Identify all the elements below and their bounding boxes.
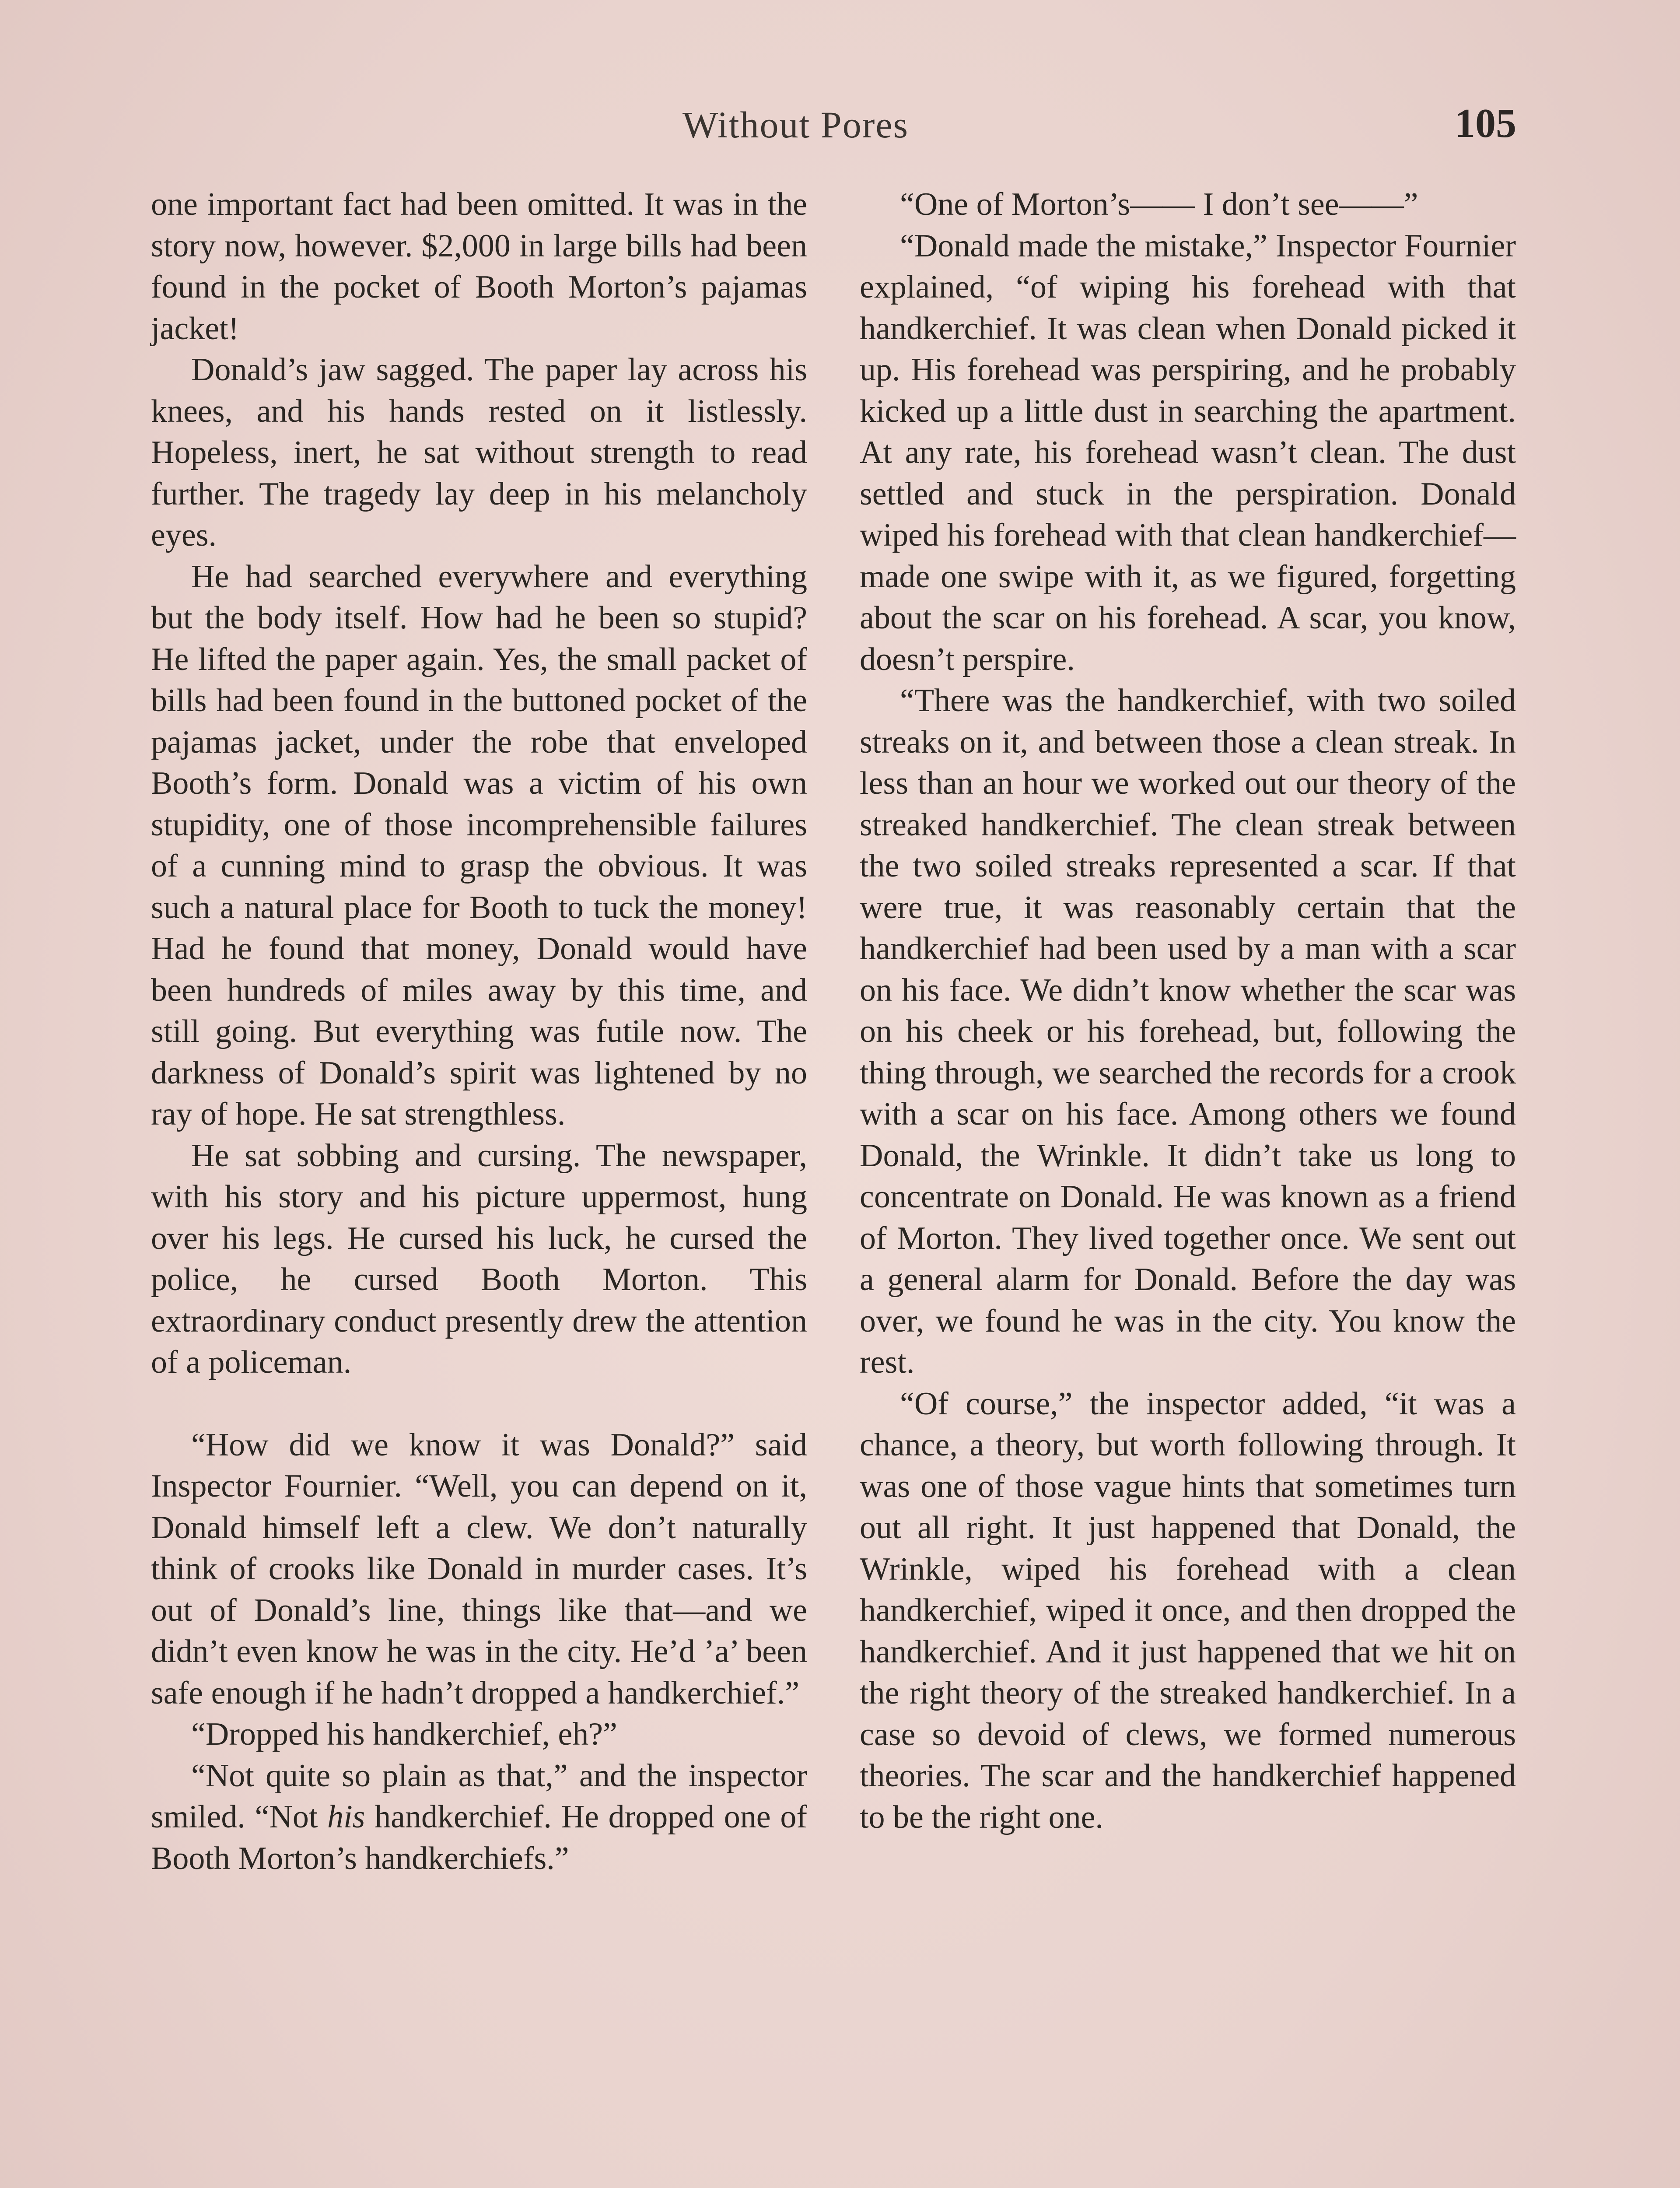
- paragraph: one important fact had been omitted. It was in the story now, however. $2,000 in large bills had been found in the pocket of Booth Morton’s pajamas jacket!: [151, 186, 807, 347]
- emphasized-word: his: [327, 1799, 365, 1835]
- left-text-column: [151, 184, 807, 1879]
- paragraph: “One of Morton’s—— I don’t see——”: [900, 186, 1418, 222]
- paragraph: “Donald made the mistake,” Inspector Fournier explained, “of wiping his forehead with that handkerchief. It was clean when Donald picked it up. His forehead was perspiring, and he probably kicked up a little dust in searching the apartment. At any rate, his forehead wasn’t clean. The dust settled and stuck in the perspiration. Donald wiped his forehead with that clean handkerchief—made one swipe with it, as we figured, forgetting about the scar on his forehead. A scar, you know, doesn’t perspire.: [860, 228, 1516, 677]
- paragraph: “There was the handkerchief, with two soiled streaks on it, and between those a clean streak. In less than an hour we worked out our theory of the streaked handkerchief. The clean streak between the two soiled streaks represented a scar. If that were true, it was reasonably certain that the handkerchief had been used by a man with a scar on his face. We didn’t know whether the scar was on his cheek or his forehead, but, following the thing through, we searched the records for a crook with a scar on his face. Among others we found Donald, the Wrinkle. It didn’t take us long to concentrate on Donald. He was known as a friend of Morton. They lived together once. We sent out a general alarm for Donald. Before the day was over, we found he was in the city. You know the rest.: [860, 683, 1516, 1380]
- running-title: Without Pores: [682, 104, 909, 146]
- paragraph: “How did we know it was Donald?” said Inspector Fournier. “Well, you can depend on it, Donald himself left a clew. We don’t naturally think of crooks like Donald in murder cases. It’s out of Donald’s line, things like that—and we didn’t even know he was in the city. He’d ’a’ been safe enough if he hadn’t dropped a handkerchief.”: [151, 1427, 807, 1711]
- paragraph: He had searched everywhere and everything but the body itself. How had he been so stupid? He lifted the paper again. Yes, the small packet of bills had been found in the buttoned pocket of the pajamas jacket, under the robe that enveloped Booth’s form. Donald was a victim of his own stupidity, one of those incomprehensible failures of a cunning mind to grasp the obvious. It was such a natural place for Booth to tuck the money! Had he found that money, Donald would have been hundreds of miles away by this time, and still going. But everything was futile now. The darkness of Donald’s spirit was lightened by no ray of hope. He sat strengthless.: [151, 558, 807, 1132]
- paragraph: “Of course,” the inspector added, “it was a chance, a theory, but worth following through. It was one of those vague hints that sometimes turn out all right. It just happened that Donald, the Wrinkle, wiped his forehead with a clean handkerchief, wiped it once, and then dropped the handkerchief. And it just happened that we hit on the right theory of the streaked handkerchief. In a case so devoid of clews, we formed numerous theories. The scar and the handkerchief happened to be the right one.: [860, 1385, 1516, 1835]
- right-text-column: [860, 184, 1516, 1838]
- text-run: “Not quite so plain as that,” and the inspector smiled. “Not: [151, 1757, 807, 1835]
- paragraph: [151, 1755, 807, 1879]
- text-run: handkerchief. He dropped one of Booth Morton’s handkerchiefs.”: [151, 1799, 807, 1876]
- page-number: 105: [1455, 101, 1516, 146]
- paragraph: Donald’s jaw sagged. The paper lay across his knees, and his hands rested on it listlessly. Hopeless, inert, he sat without strength to read further. The tragedy lay deep in his melancholy eyes.: [151, 352, 807, 553]
- paragraph: He sat sobbing and cursing. The newspaper, with his story and his picture uppermost, hung over his legs. He cursed his luck, he cursed the police, he cursed Booth Morton. This extraordinary conduct presently drew the attention of a policeman.: [151, 1137, 807, 1380]
- paragraph: “Dropped his handkerchief, eh?”: [191, 1716, 617, 1752]
